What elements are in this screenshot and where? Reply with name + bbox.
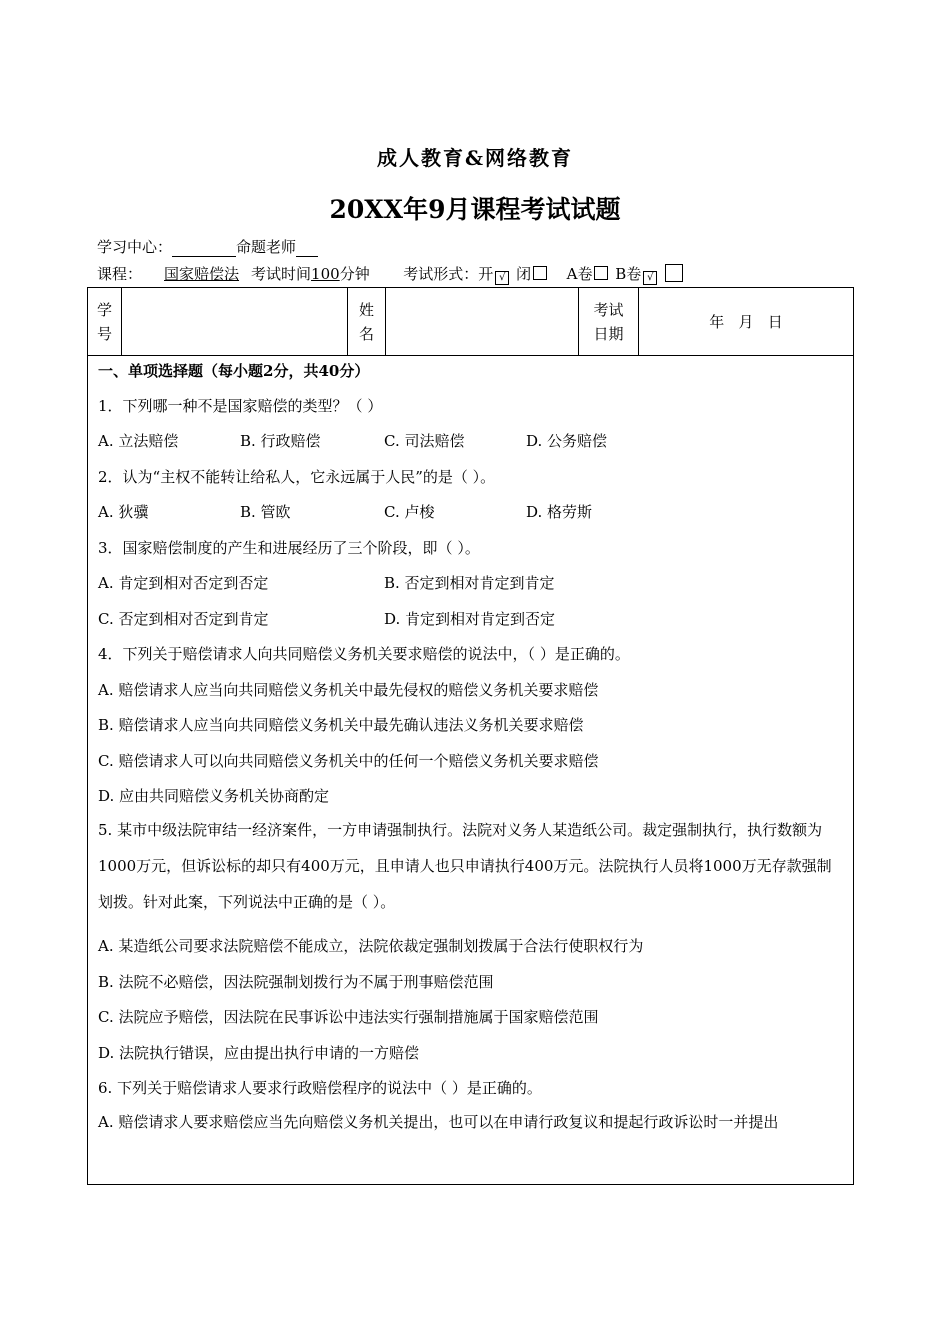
exam-frame — [87, 287, 854, 1185]
q5-option-c[interactable]: C. 法院应予赔偿，因法院在民事诉讼中违法实行强制措施属于国家赔偿范围 — [98, 1008, 599, 1026]
question-4-stem: 4．下列关于赔偿请求人向共同赔偿义务机关要求赔偿的说法中，（ ）是正确的。 — [98, 645, 630, 663]
extra-checkbox[interactable] — [665, 264, 683, 282]
date-label-bottom: 日期 — [593, 324, 624, 343]
teacher-blank — [296, 240, 318, 257]
paper-a-checkbox[interactable] — [594, 266, 608, 280]
paper-b-checkbox[interactable]: √ — [643, 271, 657, 285]
question-1-stem: 1．下列哪一种不是国家赔偿的类型？（ ） — [98, 397, 383, 415]
info-table-header — [88, 288, 853, 356]
teacher-label: 命题老师 — [236, 238, 297, 256]
q2-option-c[interactable]: C. 卢梭 — [384, 503, 435, 521]
time-label: 考试时间 — [251, 265, 312, 283]
q2-option-a[interactable]: A. 狄骥 — [98, 503, 149, 521]
q5-option-b[interactable]: B. 法院不必赔偿，因法院强制划拨行为不属于刑事赔偿范围 — [98, 973, 494, 991]
paper-b-label: B卷 — [615, 265, 642, 283]
name-label-bottom: 名 — [358, 324, 374, 343]
question-2-options — [98, 501, 846, 522]
question-6-stem: 6. 下列关于赔偿请求人要求行政赔偿程序的说法中（ ）是正确的。 — [98, 1079, 542, 1097]
center-blank — [172, 240, 236, 257]
student-id-label-cell — [88, 288, 122, 355]
q2-option-d[interactable]: D. 格劳斯 — [526, 503, 593, 521]
date-label-top: 考试 — [593, 300, 624, 319]
closed-checkbox[interactable] — [533, 266, 547, 280]
question-1-options — [98, 430, 846, 451]
open-checkbox[interactable]: √ — [495, 271, 509, 285]
question-2-stem: 2．认为“主权不能转让给私人，它永远属于人民”的是（ ）。 — [98, 468, 496, 486]
section-title: 一、单项选择题（每小题2分，共40分） — [98, 362, 370, 380]
question-3-options-cd — [98, 608, 846, 629]
info-line-course — [97, 263, 683, 285]
question-3-options-ab — [98, 572, 846, 593]
q3-option-b[interactable]: B. 否定到相对肯定到肯定 — [384, 574, 555, 592]
q3-option-c[interactable]: C. 否定到相对否定到肯定 — [98, 610, 269, 628]
time-value: 100 — [311, 265, 340, 283]
q1-option-d[interactable]: D. 公务赔偿 — [526, 432, 608, 450]
organization-heading: 成人教育&网络教育 — [376, 146, 574, 170]
course-label: 课程： — [97, 265, 143, 283]
name-field[interactable] — [386, 288, 579, 355]
q2-option-b[interactable]: B. 管欧 — [240, 503, 291, 521]
time-unit: 分钟 — [339, 265, 370, 283]
q4-option-a[interactable]: A. 赔偿请求人应当向共同赔偿义务机关中最先侵权的赔偿义务机关要求赔偿 — [98, 681, 599, 699]
exam-form-label: 考试形式：开 — [403, 265, 494, 283]
question-5-stem: 5. 某市中级法院审结一经济案件，一方申请强制执行。法院对义务人某造纸公司。裁定强制执行，执行数额为1000万元，但诉讼标的却只有400万元，且申请人也只申请执行400万元。法院执行人员将1000万无存款强制划拨。针对此案，下列说法中正确的是（ ）。 — [98, 821, 832, 911]
question-3-stem: 3．国家赔偿制度的产生和进展经历了三个阶段，即（ ）。 — [98, 539, 480, 557]
q4-option-b[interactable]: B. 赔偿请求人应当向共同赔偿义务机关中最先确认违法义务机关要求赔偿 — [98, 716, 584, 734]
q3-option-d[interactable]: D. 肯定到相对肯定到否定 — [384, 610, 556, 628]
date-value: 年 月 日 — [709, 312, 783, 331]
q3-option-a[interactable]: A. 肯定到相对否定到否定 — [98, 574, 269, 592]
q1-option-c[interactable]: C. 司法赔偿 — [384, 432, 465, 450]
date-field[interactable] — [639, 288, 853, 355]
student-id-field[interactable] — [122, 288, 348, 355]
exam-title: 20XX年9月课程考试试题 — [329, 195, 621, 224]
course-name: 国家赔偿法 — [164, 265, 240, 283]
q5-option-a[interactable]: A. 某造纸公司要求法院赔偿不能成立，法院依裁定强制划拨属于合法行使职权行为 — [98, 937, 644, 955]
name-label-cell — [348, 288, 386, 355]
date-label-cell — [579, 288, 639, 355]
q4-option-c[interactable]: C. 赔偿请求人可以向共同赔偿义务机关中的任何一个赔偿义务机关要求赔偿 — [98, 752, 599, 770]
info-line-center — [97, 236, 318, 257]
q1-option-b[interactable]: B. 行政赔偿 — [240, 432, 321, 450]
q5-option-d[interactable]: D. 法院执行错误，应由提出执行申请的一方赔偿 — [98, 1044, 420, 1062]
paper-a-label: A卷 — [566, 265, 593, 283]
q1-option-a[interactable]: A. 立法赔偿 — [98, 432, 179, 450]
student-id-label-bottom: 号 — [96, 324, 112, 343]
name-label-top: 姓 — [358, 300, 374, 319]
closed-label: 闭 — [516, 265, 532, 283]
student-id-label-top: 学 — [96, 300, 112, 319]
q4-option-d[interactable]: D. 应由共同赔偿义务机关协商酌定 — [98, 787, 330, 805]
center-label: 学习中心： — [97, 238, 173, 256]
q6-option-a[interactable]: A. 赔偿请求人要求赔偿应当先向赔偿义务机关提出，也可以在申请行政复议和提起行政诉讼时一并提出 — [98, 1113, 779, 1131]
